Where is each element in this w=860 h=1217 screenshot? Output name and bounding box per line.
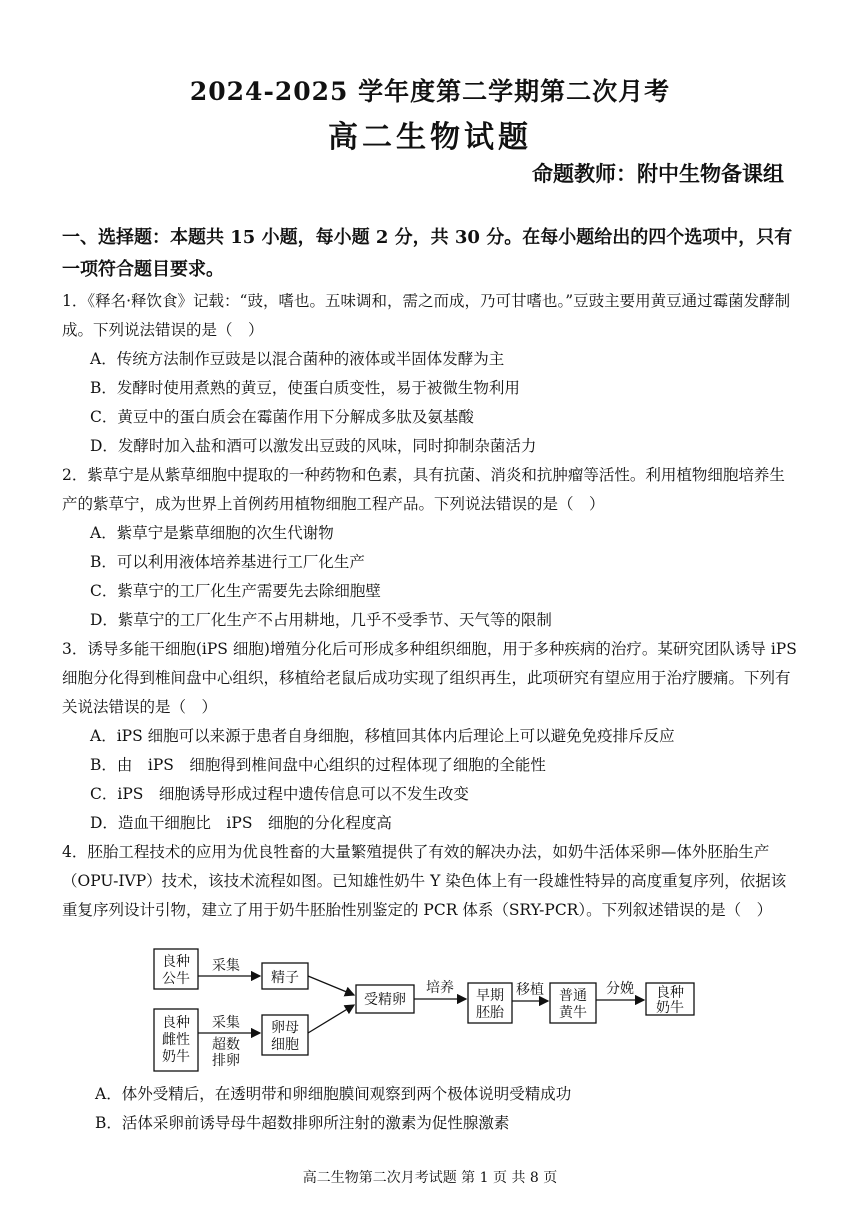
cow-label-1: 良种 <box>162 1015 190 1031</box>
superov-label-1: 超数 <box>212 1037 240 1053</box>
question-2-option-d: D．紫草宁的工厂化生产不占用耕地，几乎不受季节、天气等的限制 <box>90 611 552 629</box>
sperm-label: 精子 <box>271 970 299 986</box>
exam-title: 2024-2025 学年度第二学期第二次月考 <box>189 77 671 106</box>
calf-label-1: 良种 <box>656 985 684 1001</box>
collect-label-1: 采集 <box>212 958 240 974</box>
question-2-option-c: C．紫草宁的工厂化生产需要先去除细胞壁 <box>90 582 381 600</box>
question-3-option-c: C．iPS 细胞诱导形成过程中遗传信息可以不发生改变 <box>90 785 469 803</box>
oocyte-label-1: 卵母 <box>271 1020 299 1036</box>
calf-label-2: 奶牛 <box>656 1000 684 1016</box>
recipient-label-2: 黄牛 <box>559 1005 587 1021</box>
question-3-option-d: D．造血干细胞比 iPS 细胞的分化程度高 <box>90 814 392 832</box>
cow-label-2: 雌性 <box>162 1032 190 1048</box>
embryo-label-2: 胚胎 <box>476 1005 504 1021</box>
question-1-option-b: B．发酵时使用煮熟的黄豆，使蛋白质变性，易于被微生物利用 <box>90 379 520 397</box>
opu-ivp-flow-diagram <box>150 945 710 1075</box>
question-3-option-a: A．iPS 细胞可以来源于患者自身细胞，移植回其体内后理论上可以避免免疫排斥反应 <box>90 727 675 745</box>
transfer-label: 移植 <box>516 982 544 998</box>
collect-label-2: 采集 <box>212 1015 240 1031</box>
question-3-stem: 3．诱导多能干细胞(iPS 细胞)增殖分化后可形成多种组织细胞，用于多种疾病的治疗。某研究团队诱导 iPS 细胞分化得到椎间盘中心组织，移植给老鼠后成功实现了组织再生，此项研究有望应用于治疗腰痛。下列有关说法错误的是（ ） <box>62 640 797 716</box>
culture-label: 培养 <box>426 980 454 996</box>
superov-label-2: 排卵 <box>212 1053 240 1069</box>
oocyte-label-2: 细胞 <box>271 1037 299 1053</box>
question-3-option-b: B．由 iPS 细胞得到椎间盘中心组织的过程体现了细胞的全能性 <box>90 756 546 774</box>
birth-label: 分娩 <box>606 981 634 997</box>
bull-label-2: 公牛 <box>162 971 190 987</box>
question-2-stem: 2．紫草宁是从紫草细胞中提取的一种药物和色素，具有抗菌、消炎和抗肿瘤等活性。利用植物细胞培养生产的紫草宁，成为世界上首例药用植物细胞工程产品。下列说法错误的是（ ） <box>62 466 785 513</box>
question-4-option-b: B．活体采卵前诱导母牛超数排卵所注射的激素为促性腺激素 <box>95 1114 510 1132</box>
question-1-option-c: C．黄豆中的蛋白质会在霉菌作用下分解成多肽及氨基酸 <box>90 408 474 426</box>
question-1-stem: 1．《释名·释饮食》记载：“豉，嗜也。五味调和，需之而成，乃可甘嗜也。”豆豉主要用黄豆通过霉菌发酵制成。下列说法错误的是（ ） <box>62 292 791 339</box>
zygote-label: 受精卵 <box>364 992 406 1008</box>
subject-title: 高二生物试题 <box>328 120 532 155</box>
recipient-label-1: 普通 <box>559 988 587 1004</box>
question-2-option-b: B．可以利用液体培养基进行工厂化生产 <box>90 553 365 571</box>
embryo-label-1: 早期 <box>476 988 504 1004</box>
question-1-option-a: A．传统方法制作豆豉是以混合菌种的液体或半固体发酵为主 <box>90 350 505 368</box>
page-footer: 高二生物第二次月考试题 第 1 页 共 8 页 <box>302 1170 558 1186</box>
question-1-option-d: D．发酵时加入盐和酒可以激发出豆豉的风味，同时抑制杂菌活力 <box>90 437 537 455</box>
question-2-option-a: A．紫草宁是紫草细胞的次生代谢物 <box>90 524 334 542</box>
section-heading: 一、选择题：本题共 15 小题，每小题 2 分，共 30 分。在每小题给出的四个选项中，只有一项符合题目要求。 <box>62 227 793 280</box>
cow-label-3: 奶牛 <box>162 1049 190 1065</box>
question-4-option-a: A．体外受精后，在透明带和卵细胞膜间观察到两个极体说明受精成功 <box>95 1085 572 1103</box>
bull-label-1: 良种 <box>162 954 190 970</box>
author-line: 命题教师：附中生物备课组 <box>532 161 784 186</box>
question-4-stem: 4．胚胎工程技术的应用为优良牲畜的大量繁殖提供了有效的解决办法，如奶牛活体采卵—体外胚胎生产（OPU-IVP）技术，该技术流程如图。已知雄性奶牛 Y 染色体上有一段雄性特异的高度重复序列，依据该重复序列设计引物，建立了用于奶牛胚胎性别鉴定的 PCR 体系（SRY-PCR）。下列叙述错误的是（ ） <box>62 843 787 919</box>
